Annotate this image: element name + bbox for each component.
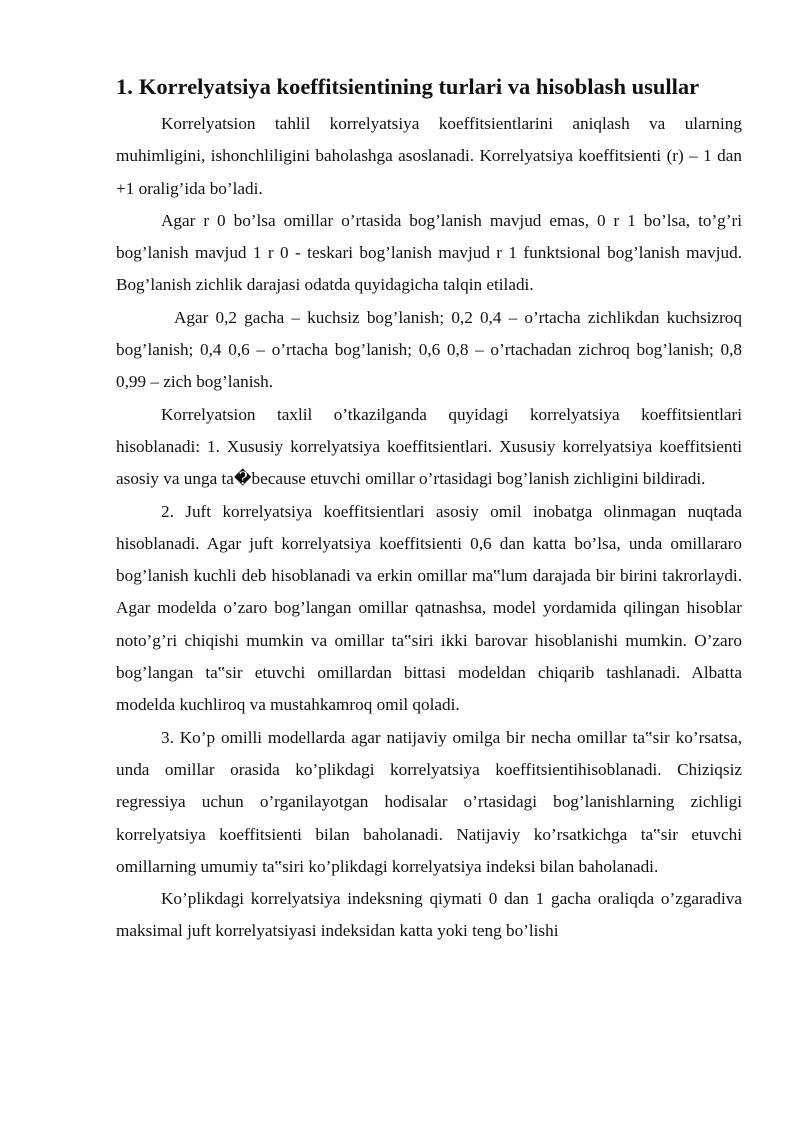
- paragraph-4: Korrelyatsion taxlil o’tkazilganda quyidagi korrelyatsiya koeffitsientlari hisoblanadi: 1. Xususiy korrelyatsiya koeffitsientlari. Xususiy korrelyatsiya koeffitsienti asosiy va unga ta�because etuvchi omillar o’rtasidagi bog’lanish zichligini bildiradi.: [116, 404, 742, 489]
- paragraph-1: Korrelyatsion tahlil korrelyatsiya koeffitsientlarini aniqlash va ularning muhimligini, ishonchliligini baholashga asoslanadi. Korrelyatsiya koeffitsienti (r) – 1 dan +1 oralig’ida bo’ladi.: [116, 114, 742, 198]
- document-page: [116, 72, 742, 948]
- section-title: Korrelyatsiya koeffitsientining turlari va hisoblash usullar: [138, 74, 700, 99]
- paragraph-5: 2. Juft korrelyatsiya koeffitsientlari asosiy omil inobatga olinmagan nuqtada hisoblanadi. Agar juft korrelyatsiya koeffitsienti 0,6 dan katta bo’lsa, unda omillararo bog’lanish kuchli deb hisoblanadi va erkin omillar ma‟lum darajada bir birini takrorlaydi. Agar modelda o’zaro bog’langan omillar qatnashsa, model yordamida qilingan hisoblar noto’g’ri chiqishi mumkin va omillar ta‟siri ikki barovar hisoblanishi mumkin. O’zaro bog’langan ta‟sir etuvchi omillardan bittasi modeldan chiqarib tashlanadi. Albatta modelda kuchliroq va mustahkamroq omil qoladi.: [116, 501, 742, 715]
- paragraph-6: 3. Ko’p omilli modellarda agar natijaviy omilga bir necha omillar ta‟sir ko’rsatsa, unda omillar orasida ko’plikdagi korrelyatsiya koeffitsientihisoblanadi. Chiziqsiz regressiya uchun o’rganilayotgan hodisalar o’rtasidagi bog’lanishlarning zichligi korrelyatsiya koeffitsienti bilan baholanadi. Natijaviy ko’rsatkichga ta‟sir etuvchi omillarning umumiy ta‟siri ko’plikdagi korrelyatsiya indeksi bilan baholanadi.: [116, 727, 742, 876]
- section-number: 1.: [116, 74, 133, 99]
- paragraph-7: Ko’plikdagi korrelyatsiya indeksning qiymati 0 dan 1 gacha oraliqda o’zgaradiva maksimal juft korrelyatsiyasi indeksidan katta yoki teng bo’lishi: [116, 889, 742, 941]
- paragraph-2: Agar r 0 bo’lsa omillar o’rtasida bog’lanish mavjud emas, 0 r 1 bo’lsa, to’g’ri bog’lanish mavjud 1 r 0 - teskari bog’lanish mavjud r 1 funktsional bog’lanish mavjud. Bog’lanish zichlik darajasi odatda quyidagicha talqin etiladi.: [116, 210, 742, 295]
- paragraph-3: Agar 0,2 gacha – kuchsiz bog’lanish; 0,2 0,4 – o’rtacha zichlikdan kuchsizroq bog’lanish; 0,4 0,6 – o’rtacha bog’lanish; 0,6 0,8 – o’rtachadan zichroq bog’lanish; 0,8 0,99 – zich bog’lanish.: [116, 307, 742, 392]
- section-heading: [116, 72, 742, 102]
